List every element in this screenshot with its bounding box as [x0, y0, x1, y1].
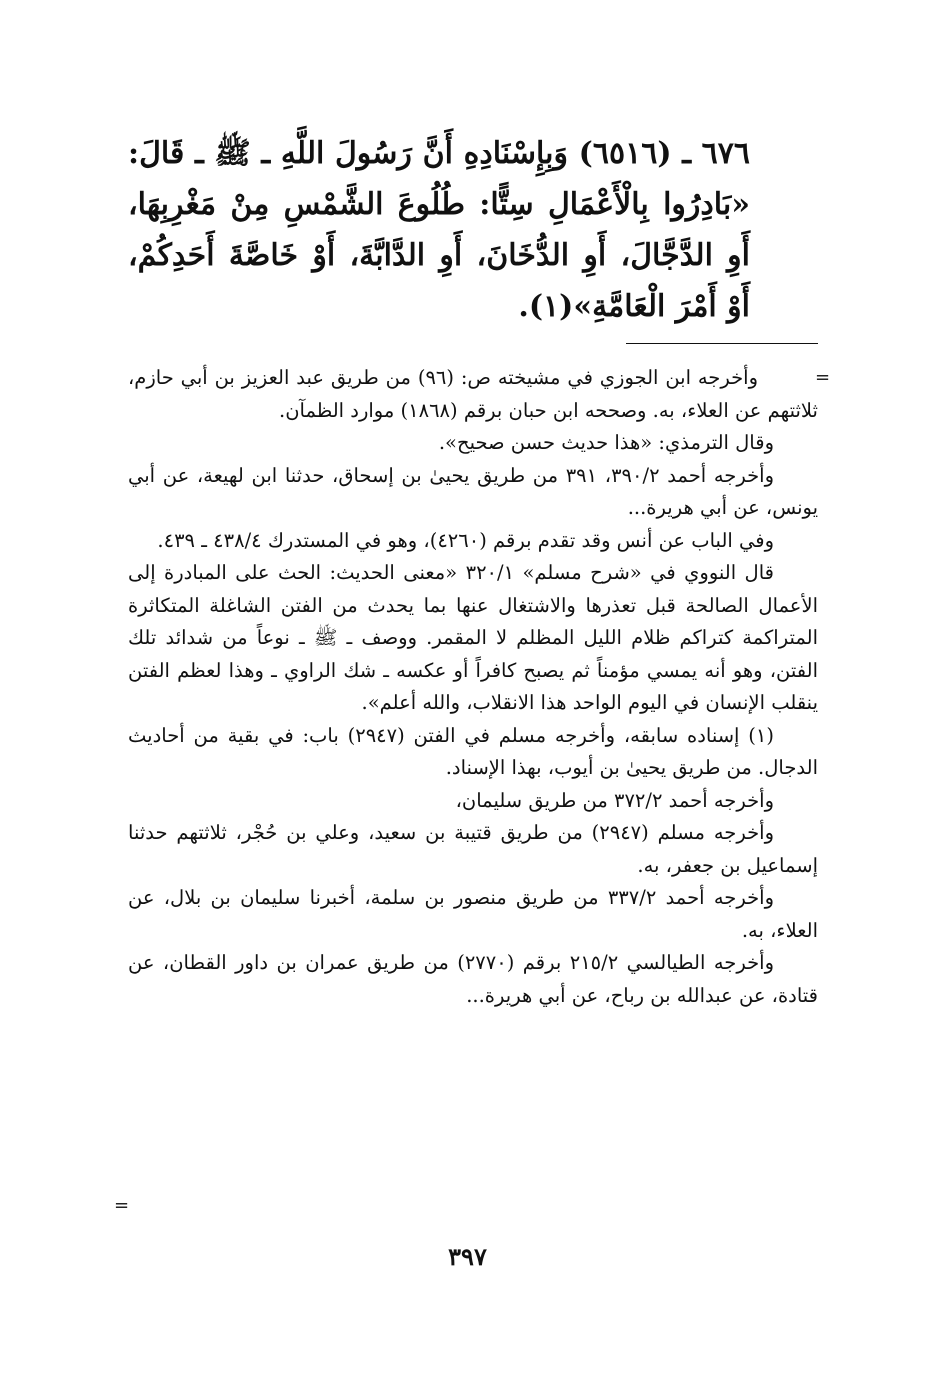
footnote-paragraph: وأخرجه ابن الجوزي في مشيخته ص: (٩٦) من طريق عبد العزيز بن أبي حازم، ثلاثتهم عن العلاء، به. وصححه ابن حبان برقم (١٨٦٨) موارد الظمآن.	[128, 366, 818, 422]
continuation-mark-top: =	[815, 367, 831, 388]
hadith-text: ٦٧٦ ـ (٦٥١٦) وَبِإِسْنَادِهِ أَنَّ رَسُولَ اللَّهِ ـ ﷺ ـ قَالَ: «بَادِرُوا بِالْأَعْمَالِ سِتًّا: طُلُوعَ الشَّمْسِ مِنْ مَغْرِبِهَا، أَوِ الدَّجَّالَ، أَوِ الدُّخَانَ، أَوِ الدَّابَّةَ، أَوْ خَاصَّةَ أَحَدِكُمْ، أَوْ أَمْرَ الْعَامَّةِ»(١).	[128, 136, 750, 324]
footnote-paragraph: وأخرجه الطيالسي ٢١٥/٢ برقم (٢٧٧٠) من طريق عمران بن داور القطان، عن قتادة، عن عبدالله بن رباح، عن أبي هريرة...	[128, 951, 818, 1007]
footnote-paragraph: قال النووي في «شرح مسلم» ٣٢٠/١ «معنى الحديث: الحث على المبادرة إلى الأعمال الصالحة قبل تعذرها والاشتغال عنها بما يحدث من الفتن الشاغلة المتكاثرة المتراكمة كتراكم ظلام الليل المظلم لا المقمر. ووصف ـ ﷺ ـ نوعاً من شدائد تلك الفتن، وهو أنه يمسي مؤمناً ثم يصبح كافراً أو عكسه ـ شك الراوي ـ وهذا لعظم الفتن ينقلب الإنسان في اليوم الواحد هذا الانقلاب، والله أعلم».	[128, 561, 818, 714]
footnote-paragraph: وأخرجه أحمد ٣٧٢/٢ من طريق سليمان،	[455, 788, 774, 812]
footnote-paragraph: وأخرجه مسلم (٢٩٤٧) من طريق قتيبة بن سعيد، وعلي بن حُجْر، ثلاثتهم حدثنا إسماعيل بن جعفر، به.	[128, 821, 818, 877]
footnote-paragraph: وأخرجه أحمد ٣٣٧/٢ من طريق منصور بن سلمة، أخبرنا سليمان بن بلال، عن العلاء، به.	[128, 886, 818, 942]
footnote-paragraph: (١) إسناده سابقه، وأخرجه مسلم في الفتن (٢٩٤٧) باب: في بقية من أحاديث الدجال. من طريق يحيىٰ بن أيوب، بهذا الإسناد.	[128, 723, 818, 779]
footnotes	[128, 362, 818, 1012]
footnote-separator	[626, 343, 818, 344]
footnote-paragraph: وفي الباب عن أنس وقد تقدم برقم (٤٢٦٠)، وهو في المستدرك ٤٣٨/٤ ـ ٤٣٩.	[157, 528, 774, 552]
footnote-paragraph: وقال الترمذي: «هذا حديث حسن صحيح».	[438, 431, 774, 454]
continuation-mark-bottom: =	[114, 1195, 130, 1216]
footnote-paragraph: وأخرجه أحمد ٣٩٠/٢، ٣٩١ من طريق يحيىٰ بن إسحاق، حدثنا ابن لهيعة، عن أبي يونس، عن أبي هريرة...	[128, 463, 818, 519]
page-number: ٣٩٧	[448, 1242, 487, 1271]
